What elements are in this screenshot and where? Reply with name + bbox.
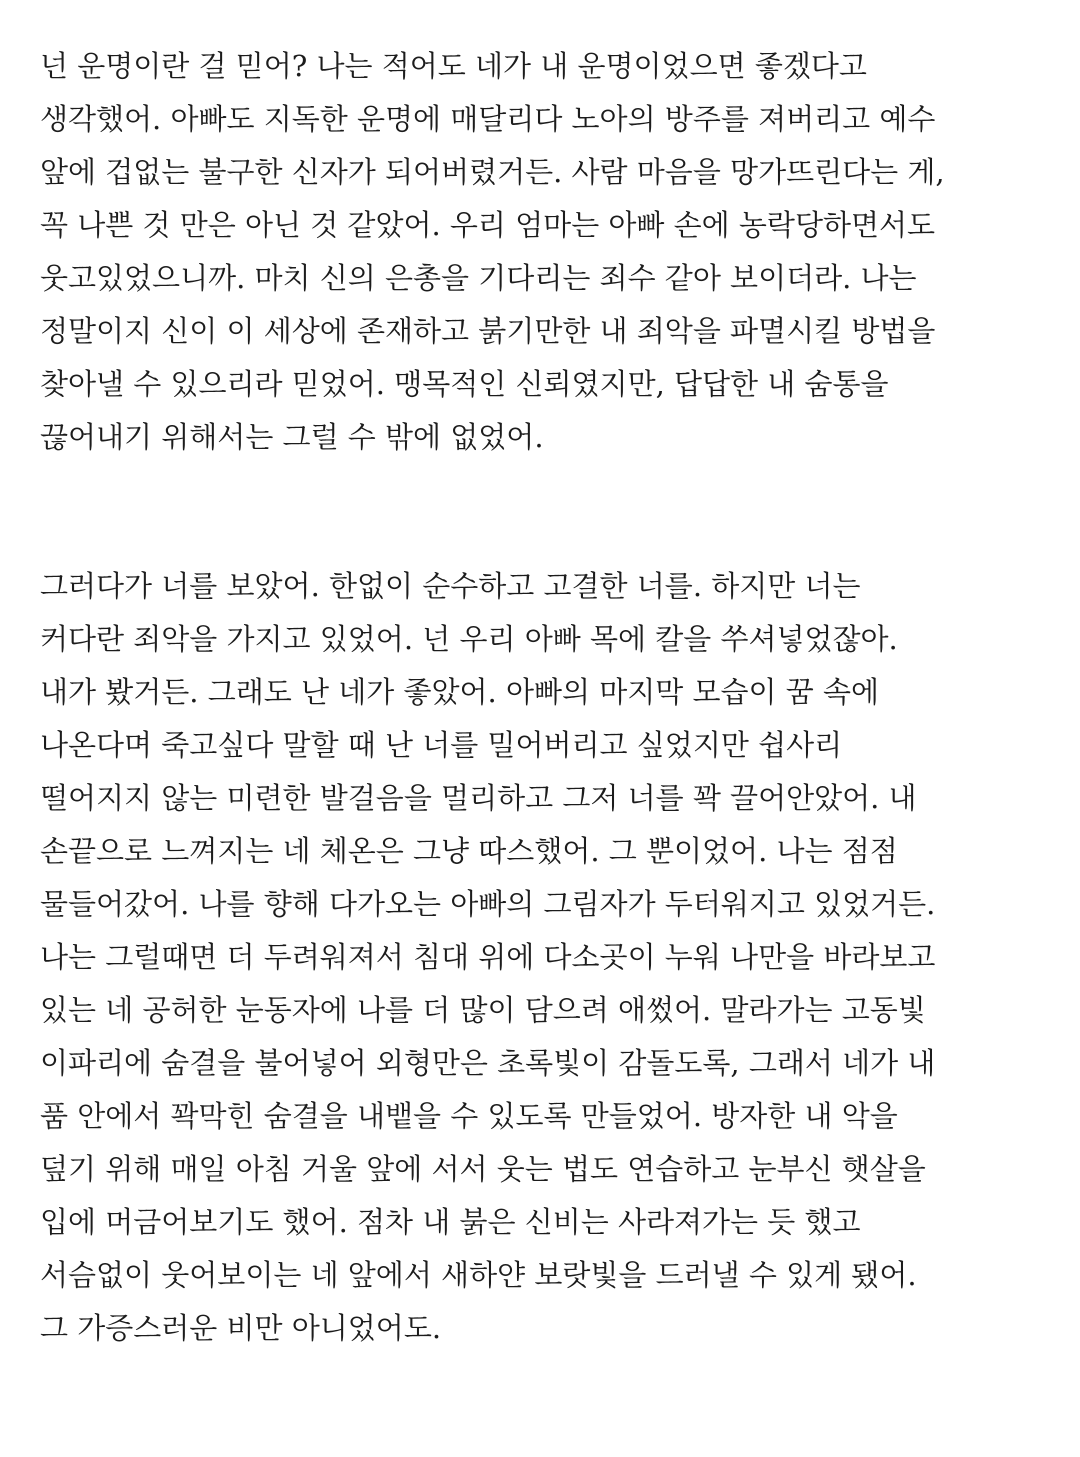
text-line: 정말이지 신이 이 세상에 존재하고 붉기만한 내 죄악을 파멸시킬 방법을 (40, 314, 936, 348)
text-line: 물들어갔어. 나를 향해 다가오는 아빠의 그림자가 두터워지고 있었거든. (40, 887, 936, 921)
text-line: 이파리에 숨결을 불어넣어 외형만은 초록빛이 감돌도록, 그래서 네가 내 (40, 1046, 936, 1080)
text-line: 나온다며 죽고싶다 말할 때 난 너를 밀어버리고 싶었지만 쉽사리 (40, 728, 843, 762)
text-line: 품 안에서 꽉막힌 숨결을 내뱉을 수 있도록 만들었어. 방자한 내 악을 (40, 1099, 898, 1133)
text-line: 입에 머금어보기도 했어. 점차 내 붉은 신비는 사라져가는 듯 했고 (40, 1205, 861, 1239)
text-line: 떨어지지 않는 미련한 발걸음을 멀리하고 그저 너를 꽉 끌어안았어. 내 (40, 781, 917, 815)
paragraph-1 (40, 40, 1050, 464)
text-line: 그러다가 너를 보았어. 한없이 순수하고 고결한 너를. 하지만 너는 (40, 569, 861, 603)
text-line: 찾아낼 수 있으리라 믿었어. 맹목적인 신뢰였지만, 답답한 내 숨통을 (40, 367, 889, 401)
text-line: 그 가증스러운 비만 아니었어도. (40, 1311, 442, 1345)
text-line: 커다란 죄악을 가지고 있었어. 넌 우리 아빠 목에 칼을 쑤셔넣었잖아. (40, 622, 898, 656)
text-line: 앞에 겁없는 불구한 신자가 되어버렸거든. 사람 마음을 망가뜨린다는 게, (40, 155, 945, 189)
text-line: 넌 운명이란 걸 믿어? 나는 적어도 네가 내 운명이었으면 좋겠다고 (40, 49, 867, 83)
text-line: 있는 네 공허한 눈동자에 나를 더 많이 담으려 애썼어. 말라가는 고동빛 (40, 993, 926, 1027)
text-line: 끊어내기 위해서는 그럴 수 밖에 없었어. (40, 420, 544, 454)
text-line: 손끝으로 느껴지는 네 체온은 그냥 따스했어. 그 뿐이었어. 나는 점점 (40, 834, 898, 868)
text-line: 내가 봤거든. 그래도 난 네가 좋았어. 아빠의 마지막 모습이 꿈 속에 (40, 675, 879, 709)
text-line: 덮기 위해 매일 아침 거울 앞에 서서 웃는 법도 연습하고 눈부신 햇살을 (40, 1152, 926, 1186)
text-line: 웃고있었으니까. 마치 신의 은총을 기다리는 죄수 같아 보이더라. 나는 (40, 261, 917, 295)
paragraph-2 (40, 560, 1050, 1355)
text-line: 서슴없이 웃어보이는 네 앞에서 새하얀 보랏빛을 드러낼 수 있게 됐어. (40, 1258, 917, 1292)
text-line: 꼭 나쁜 것 만은 아닌 것 같았어. 우리 엄마는 아빠 손에 농락당하면서도 (40, 208, 936, 242)
text-line: 나는 그럴때면 더 두려워져서 침대 위에 다소곳이 누워 나만을 바라보고 (40, 940, 936, 974)
text-line: 생각했어. 아빠도 지독한 운명에 매달리다 노아의 방주를 져버리고 예수 (40, 102, 936, 136)
